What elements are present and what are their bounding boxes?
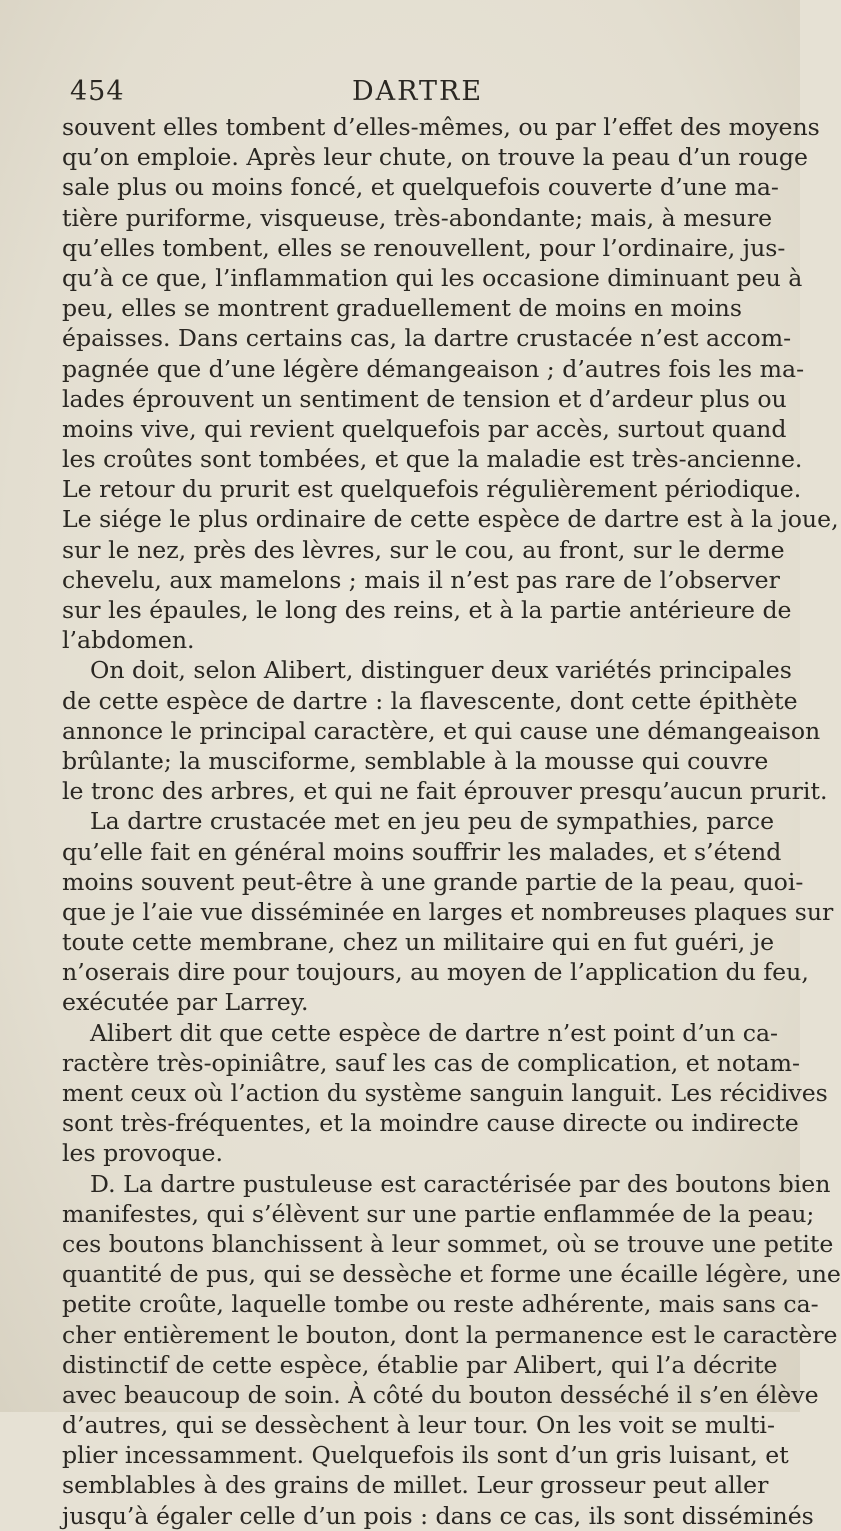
- running-title: DARTRE: [352, 76, 484, 107]
- text-line: tière puriforme, visqueuse, très-abondante; mais, à mesure: [62, 203, 773, 232]
- text-line: souvent elles tombent d’elles-mêmes, ou par l’effet des moyens: [62, 113, 820, 141]
- text-line: exécutée par Larrey.: [62, 988, 309, 1017]
- text-line: qu’on emploie. Après leur chute, on trouve la peau d’un rouge: [62, 143, 808, 172]
- text-line: Le retour du prurit est quelquefois régulièrement périodique.: [62, 475, 802, 504]
- text-line: peu, elles se montrent graduellement de moins en moins: [62, 294, 742, 323]
- text-line: toute cette membrane, chez un militaire qui en fut guéri, je: [62, 928, 775, 957]
- text-line: que je l’aie vue disséminée en larges et nombreuses plaques sur: [62, 897, 834, 926]
- text-line: sur les épaules, le long des reins, et à la partie antérieure de: [62, 596, 792, 624]
- text-line: ment ceux où l’action du système sanguin languit. Les récidives: [62, 1079, 828, 1107]
- text-line: sale plus ou moins foncé, et quelquefois couverte d’une ma-: [62, 173, 779, 202]
- text-line: quantité de pus, qui se dessèche et forme une écaille légère, une: [62, 1260, 841, 1289]
- text-line: cher entièrement le bouton, dont la permanence est le caractère: [62, 1320, 838, 1349]
- text-line: semblables à des grains de millet. Leur grosseur peut aller: [62, 1471, 769, 1500]
- text-line: l’abdomen.: [62, 626, 195, 655]
- text-line: moins vive, qui revient quelquefois par accès, surtout quand: [62, 414, 787, 443]
- body-text: [62, 112, 841, 1531]
- text-line: ractère très-opiniâtre, sauf les cas de complication, et notam-: [62, 1048, 801, 1077]
- text-line: le tronc des arbres, et qui ne fait éprouver presqu’aucun prurit.: [62, 777, 828, 806]
- text-line: sont très-fréquentes, et la moindre cause directe ou indirecte: [62, 1109, 799, 1138]
- text-line: plier incessamment. Quelquefois ils sont d’un gris luisant, et: [62, 1441, 789, 1470]
- text-line: les provoque.: [62, 1139, 223, 1168]
- text-line: lades éprouvent un sentiment de tension et d’ardeur plus ou: [62, 384, 787, 413]
- text-line: épaisses. Dans certains cas, la dartre crustacée n’est accom-: [62, 324, 792, 353]
- text-line: les croûtes sont tombées, et que la maladie est très-ancienne.: [62, 445, 803, 474]
- text-line: ces boutons blanchissent à leur sommet, où se trouve une petite: [62, 1229, 834, 1258]
- text-line: qu’à ce que, l’inflammation qui les occasione diminuant peu à: [62, 263, 803, 292]
- page-number: 454: [70, 76, 125, 107]
- text-line: sur le nez, près des lèvres, sur le cou, au front, sur le derme: [62, 535, 785, 564]
- text-line: brûlante; la musciforme, semblable à la mousse qui couvre: [62, 746, 769, 775]
- text-line: qu’elles tombent, elles se renouvellent, pour l’ordinaire, jus-: [62, 233, 786, 262]
- text-line: n’oserais dire pour toujours, au moyen de l’application du feu,: [62, 958, 809, 987]
- text-line: jusqu’à égaler celle d’un pois : dans ce cas, ils sont disséminés: [62, 1501, 814, 1530]
- text-line: On doit, selon Alibert, distinguer deux variétés principales: [90, 656, 792, 685]
- page-header: [70, 76, 710, 116]
- text-line: annonce le principal caractère, et qui cause une démangeaison: [62, 716, 821, 745]
- text-line: distinctif de cette espèce, établie par Alibert, qui l’a décrite: [62, 1350, 778, 1379]
- text-line: avec beaucoup de soin. À côté du bouton desséché il s’en élève: [62, 1380, 819, 1409]
- text-line: La dartre crustacée met en jeu peu de sympathies, parce: [90, 807, 775, 836]
- text-line: petite croûte, laquelle tombe ou reste adhérente, mais sans ca-: [62, 1290, 819, 1319]
- text-line: de cette espèce de dartre : la flavescente, dont cette épithète: [62, 686, 798, 715]
- text-line: D. La dartre pustuleuse est caractérisée par des boutons bien: [90, 1169, 831, 1198]
- text-line: pagnée que d’une légère démangeaison ; d’autres fois les ma-: [62, 354, 805, 383]
- text-line: chevelu, aux mamelons ; mais il n’est pas rare de l’observer: [62, 565, 780, 594]
- text-line: d’autres, qui se dessèchent à leur tour. On les voit se multi-: [62, 1411, 775, 1440]
- text-line: qu’elle fait en général moins souffrir les malades, et s’étend: [62, 837, 782, 866]
- text-line: Alibert dit que cette espèce de dartre n’est point d’un ca-: [90, 1018, 779, 1047]
- text-line: Le siége le plus ordinaire de cette espèce de dartre est à la joue,: [62, 505, 839, 534]
- text-line: moins souvent peut-être à une grande partie de la peau, quoi-: [62, 867, 804, 896]
- text-line: manifestes, qui s’élèvent sur une partie enflammée de la peau;: [62, 1199, 815, 1228]
